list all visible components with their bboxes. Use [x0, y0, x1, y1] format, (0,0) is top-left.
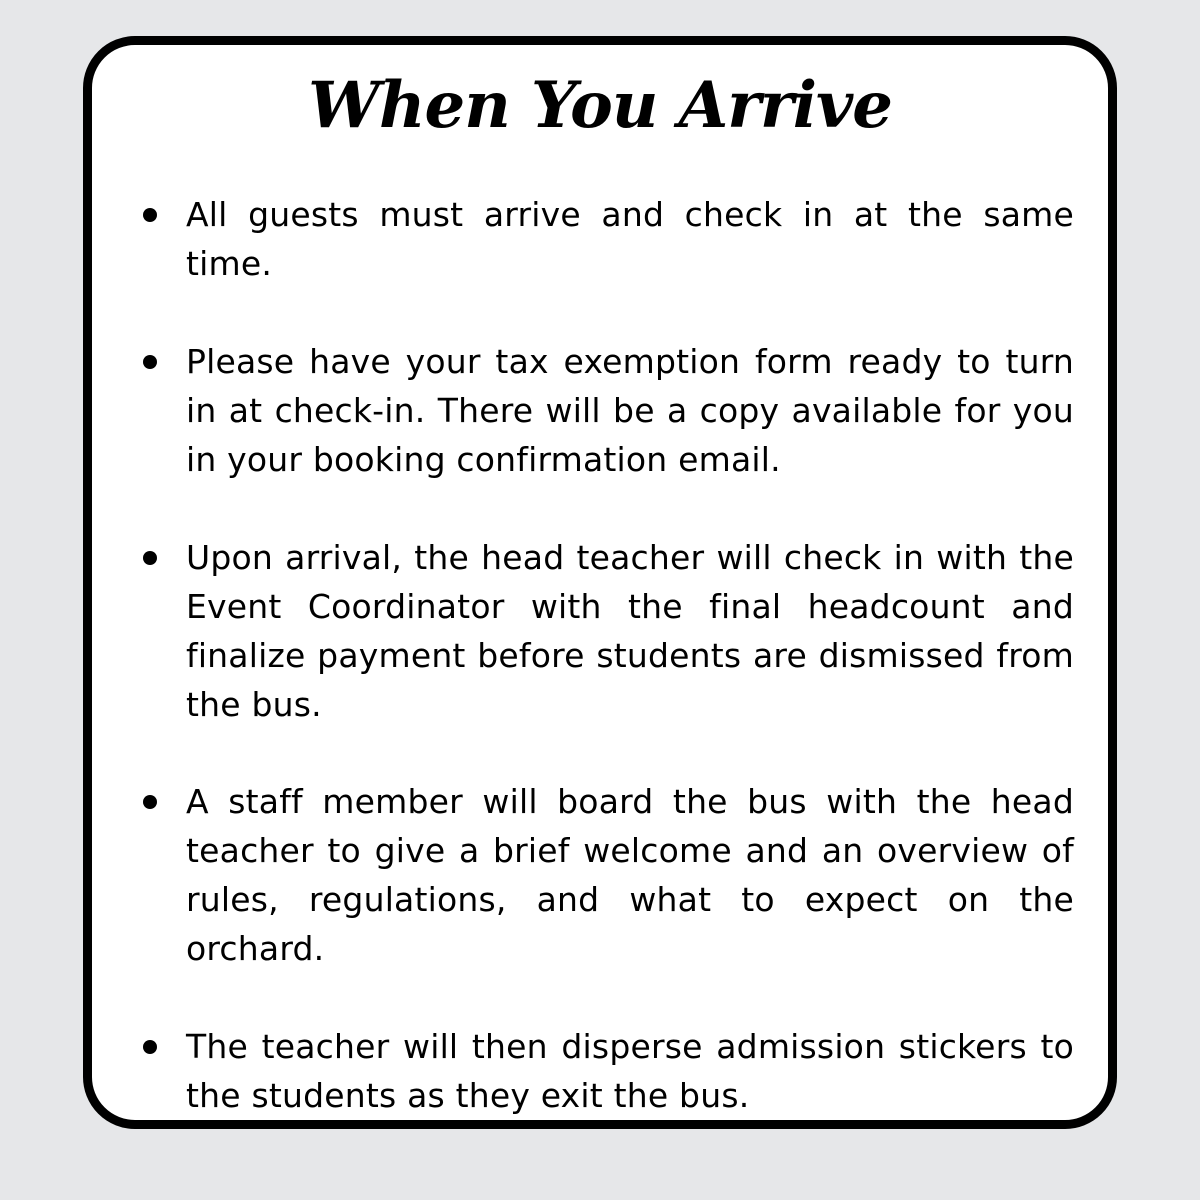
bullet-icon — [143, 795, 157, 809]
rule-text: The teacher will then disperse admission stickers to the students as they exit the bus. — [186, 1027, 1074, 1115]
bullet-icon — [143, 1040, 157, 1054]
bullet-icon — [143, 208, 157, 222]
rule-text: A staff member will board the bus with the head teacher to give a brief welcome and an overview of rules, regulations, and what to expect on the orchard. — [186, 782, 1074, 968]
rule-text: All guests must arrive and check in at the same time. — [186, 195, 1074, 283]
rule-text: Please have your tax exemption form ready to turn in at check-in. There will be a copy available for you in your booking confirmation email. — [186, 342, 1074, 479]
bullet-icon — [143, 355, 157, 369]
bullet-icon — [143, 551, 157, 565]
card-title: When You Arrive — [308, 68, 892, 143]
rule-text: Upon arrival, the head teacher will check in with the Event Coordinator with the final headcount and finalize payment before students are dismissed from the bus. — [186, 538, 1074, 724]
